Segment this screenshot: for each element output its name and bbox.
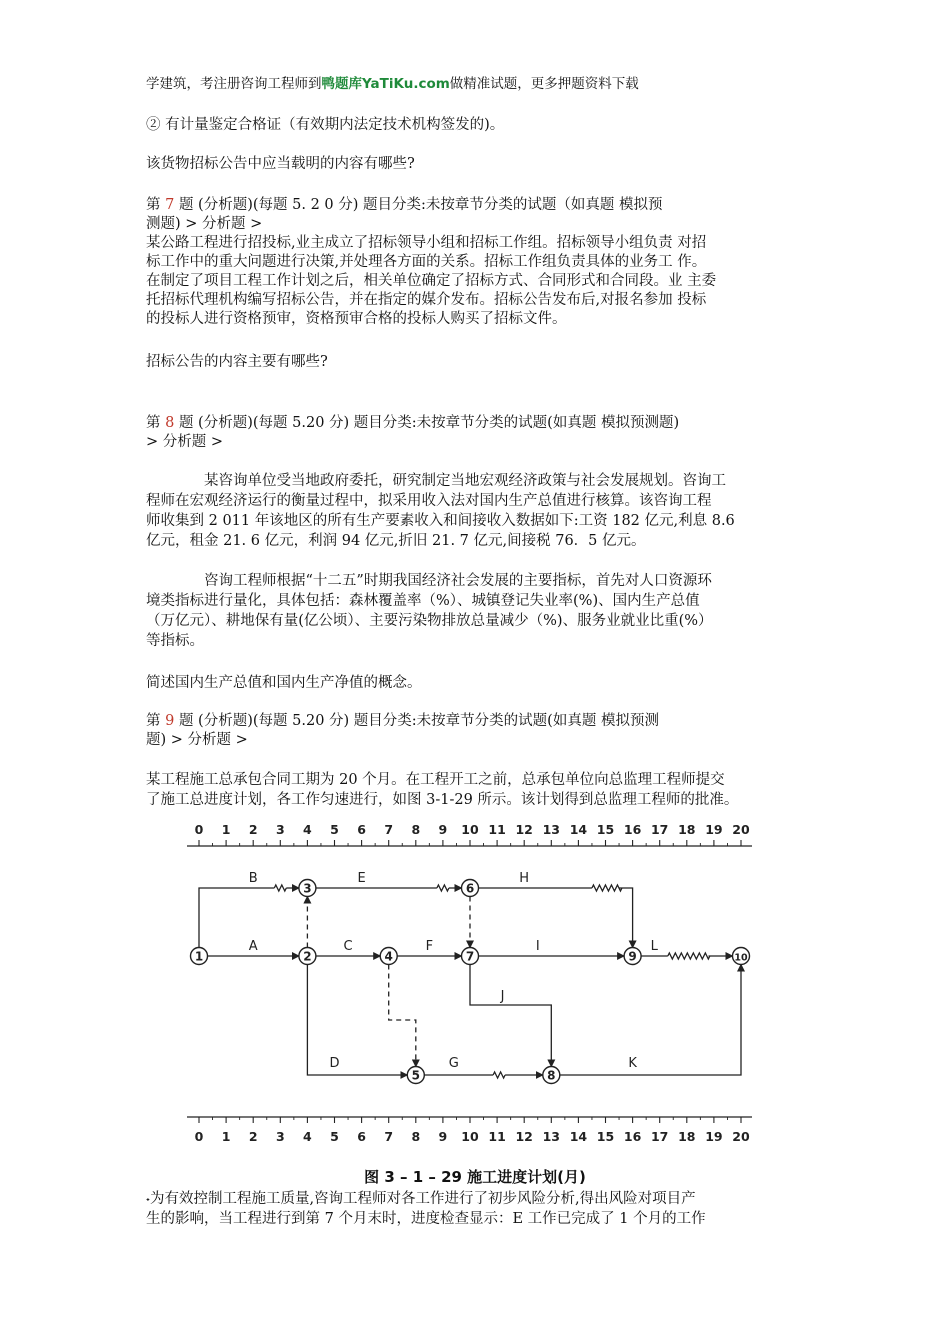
q8-heading-pre: 第 <box>146 415 166 431</box>
scale-tick-label: 17 <box>650 1129 669 1144</box>
q7-number: 7 <box>165 197 175 213</box>
scale-tick-label: 0 <box>194 1129 204 1144</box>
q7-para-line4: 托招标代理机构编写招标公告，并在指定的媒介发布。招标公告发布后,对报名参加 投标 <box>146 292 707 308</box>
activity-j-arrow <box>470 965 551 1067</box>
scale-tick-label: 12 <box>515 1129 533 1144</box>
q8-para2-line1: 咨询工程师根据“十二五”时期我国经济社会发展的主要指标，首先对人口资源环 <box>204 573 712 589</box>
q7-question: 招标公告的内容主要有哪些? <box>146 354 328 370</box>
activity-label-k: K <box>628 1056 637 1071</box>
dummy-4-5-arrow <box>389 965 416 1067</box>
q9-number: 9 <box>165 713 175 729</box>
scale-tick-label: 5 <box>330 822 339 837</box>
q7-heading-line2: 测题) > 分析题 > <box>146 216 263 232</box>
q8-question: 简述国内生产总值和国内生产净值的概念。 <box>146 675 422 691</box>
scale-tick-label: 11 <box>488 1129 506 1144</box>
activity-label-b: B <box>248 871 258 886</box>
q8-para1-line4: 亿元，租金 21. 6 亿元，利润 94 亿元,折旧 21. 7 亿元,间接税 76．5 亿元。 <box>146 533 646 549</box>
scale-tick-label: 10 <box>461 822 479 837</box>
scale-tick-label: 10 <box>461 1129 479 1144</box>
scale-tick-label: 20 <box>732 1129 750 1144</box>
activity-label-i: I <box>535 939 540 954</box>
node-label-8: 8 <box>547 1068 556 1083</box>
q9-heading-pre: 第 <box>146 713 166 729</box>
q8-heading-line2: > 分析题 > <box>146 434 224 450</box>
q8-para1-line2: 程师在宏观经济运行的衡量过程中，拟采用收入法对国内生产总值进行核算。该咨询工程 <box>146 493 712 509</box>
scale-tick-label: 3 <box>275 1129 285 1144</box>
node-label-5: 5 <box>411 1068 420 1083</box>
scale-tick-label: 19 <box>705 1129 723 1144</box>
scale-tick-label: 6 <box>357 822 366 837</box>
scale-tick-label: 2 <box>248 822 258 837</box>
scale-tick-label: 13 <box>542 822 561 837</box>
q9-para-line2: 了施工总进度计划，各工作匀速进行，如图 3-1-29 所示。该计划得到总监理工程师的批准。 <box>146 792 739 808</box>
scale-tick-label: 6 <box>357 1129 366 1144</box>
node-label-4: 4 <box>384 949 393 964</box>
header-brand-en[interactable]: YaTiKu.com <box>362 76 450 92</box>
network-arrows <box>199 885 741 1078</box>
scale-tick-label: 1 <box>221 1129 231 1144</box>
scale-tick-label: 9 <box>438 1129 448 1144</box>
activity-label-d: D <box>329 1056 340 1071</box>
scale-tick-label: 4 <box>303 822 312 837</box>
header-brand-cn[interactable]: 鸭题库 <box>321 76 362 92</box>
scale-tick-label: 17 <box>650 822 669 837</box>
q9-para-line3 <box>146 1190 696 1209</box>
scale-tick-label: 3 <box>275 822 285 837</box>
activity-h-arrow-end <box>619 888 633 948</box>
node-label-10: 10 <box>734 952 748 964</box>
q7-para-line1: 某公路工程进行招投标,业主成立了招标领导小组和招标工作组。招标领导小组负责 对招 <box>146 235 707 251</box>
node-label-9: 9 <box>628 949 637 964</box>
q9-para-line4: 生的影响，当工程进行到第 7 个月末时，进度检查显示：E 工作已完成了 1 个月的工作 <box>146 1211 706 1227</box>
node-label-1: 1 <box>194 949 204 964</box>
figure-caption: 图 3 – 1 – 29 施工进度计划(月) <box>364 1168 586 1186</box>
scale-tick-label: 1 <box>221 822 231 837</box>
activity-label-l: L <box>650 939 658 954</box>
node-label-6: 6 <box>465 881 475 896</box>
scale-tick-label: 14 <box>569 822 588 837</box>
activity-b-float <box>274 885 286 891</box>
activity-b-arrow <box>199 888 274 948</box>
q8-para2-line4: 等指标。 <box>146 633 204 649</box>
scale-tick-label: 9 <box>438 822 448 837</box>
activity-d-arrow <box>307 965 407 1076</box>
scale-tick-label: 15 <box>596 822 615 837</box>
q8-heading-post: 题 (分析题)(每题 5.20 分) 题目分类:未按章节分类的试题(如真题 模拟预测题) <box>174 415 680 431</box>
node-label-2: 2 <box>303 949 312 964</box>
activity-k-arrow <box>560 965 741 1076</box>
q7-para-line3: 在制定了项目工程工作计划之后，相关单位确定了招标方式、合同形式和合同段。业 主委 <box>146 273 717 289</box>
scale-tick-label: 11 <box>488 822 506 837</box>
activity-label-g: G <box>448 1056 459 1071</box>
activity-l-float <box>668 953 710 959</box>
scale-tick-label: 13 <box>542 1129 561 1144</box>
scale-tick-label: 12 <box>515 822 533 837</box>
q8-number: 8 <box>165 415 175 431</box>
scale-tick-label: 2 <box>248 1129 258 1144</box>
node-label-3: 3 <box>303 881 312 896</box>
activity-label-a: A <box>248 939 258 954</box>
node-label-7: 7 <box>465 949 475 964</box>
q9-heading-line2: 题) > 分析题 > <box>146 732 248 748</box>
scale-tick-label: 18 <box>678 822 696 837</box>
scale-tick-label: 7 <box>384 1129 394 1144</box>
activity-labels <box>249 871 659 1071</box>
scale-tick-label: 8 <box>411 822 421 837</box>
q8-para1-line3: 师收集到 2 011 年该地区的所有生产要素收入和间接收入数据如下:工资 182 亿元,利息 8.6 <box>146 513 735 529</box>
q7-para-line2: 标工作中的重大问题进行决策,并处理各方面的关系。招标工作组负责具体的业务工 作。 <box>146 254 707 270</box>
q8-para2-line2: 境类指标进行量化，具体包括：森林覆盖率（%）、城镇登记失业率(%)、国内生产总值 <box>146 593 700 609</box>
q9-para-line3-text: 为有效控制工程施工质量,咨询工程师对各工作进行了初步风险分析,得出风险对项目产 <box>149 1191 696 1207</box>
activity-e-float <box>437 885 449 891</box>
scale-tick-label: 19 <box>705 822 723 837</box>
scale-tick-label: 18 <box>678 1129 696 1144</box>
q7-heading-pre: 第 <box>146 197 166 213</box>
scale-tick-label: 16 <box>623 1129 642 1144</box>
q8-para2-line3: （万亿元）、耕地保有量(亿公顷）、主要污染物排放总量减少（%)、服务业就业比重(%） <box>146 613 713 629</box>
time-scale-bottom <box>187 1117 752 1144</box>
activity-label-c: C <box>343 939 353 954</box>
activity-h-float <box>592 885 622 891</box>
header-suffix: 做精准试题，更多押题资料下载 <box>449 76 639 92</box>
q7-heading-post: 题 (分析题)(每题 5. 2 0 分) 题目分类:未按章节分类的试题（如真题 模拟预 <box>174 197 663 213</box>
activity-label-j: J <box>500 989 505 1004</box>
scale-tick-label: 5 <box>330 1129 339 1144</box>
time-scale-top <box>187 822 752 846</box>
scale-tick-label: 14 <box>569 1129 588 1144</box>
bullet-glyph-icon: ˖ <box>146 1192 150 1206</box>
scale-tick-label: 16 <box>623 822 642 837</box>
activity-label-e: E <box>357 871 366 886</box>
scale-tick-label: 20 <box>732 822 750 837</box>
activity-label-h: H <box>519 871 530 886</box>
scale-tick-label: 4 <box>303 1129 312 1144</box>
q8-para1-line1: 某咨询单位受当地政府委托，研究制定当地宏观经济政策与社会发展规划。咨询工 <box>204 473 726 489</box>
q9-para-line1: 某工程施工总承包合同工期为 20 个月。在工程开工之前，总承包单位向总监理工程师提交 <box>146 772 725 788</box>
scale-tick-label: 7 <box>384 822 394 837</box>
scale-tick-label: 8 <box>411 1129 421 1144</box>
q6-question: 该货物招标公告中应当载明的内容有哪些? <box>146 156 415 172</box>
q6-item2: ② 有计量鉴定合格证（有效期内法定技术机构签发的)。 <box>146 117 505 133</box>
activity-label-f: F <box>425 939 434 954</box>
scale-tick-label: 0 <box>194 822 204 837</box>
q7-para-line5: 的投标人进行资格预审，资格预审合格的投标人购买了招标文件。 <box>146 311 567 327</box>
q9-heading-post: 题 (分析题)(每题 5.20 分) 题目分类:未按章节分类的试题(如真题 模拟预测 <box>174 713 659 729</box>
header-prefix: 学建筑，考注册咨询工程师到 <box>146 76 322 92</box>
scale-tick-label: 15 <box>596 1129 615 1144</box>
activity-g-float <box>493 1072 505 1078</box>
